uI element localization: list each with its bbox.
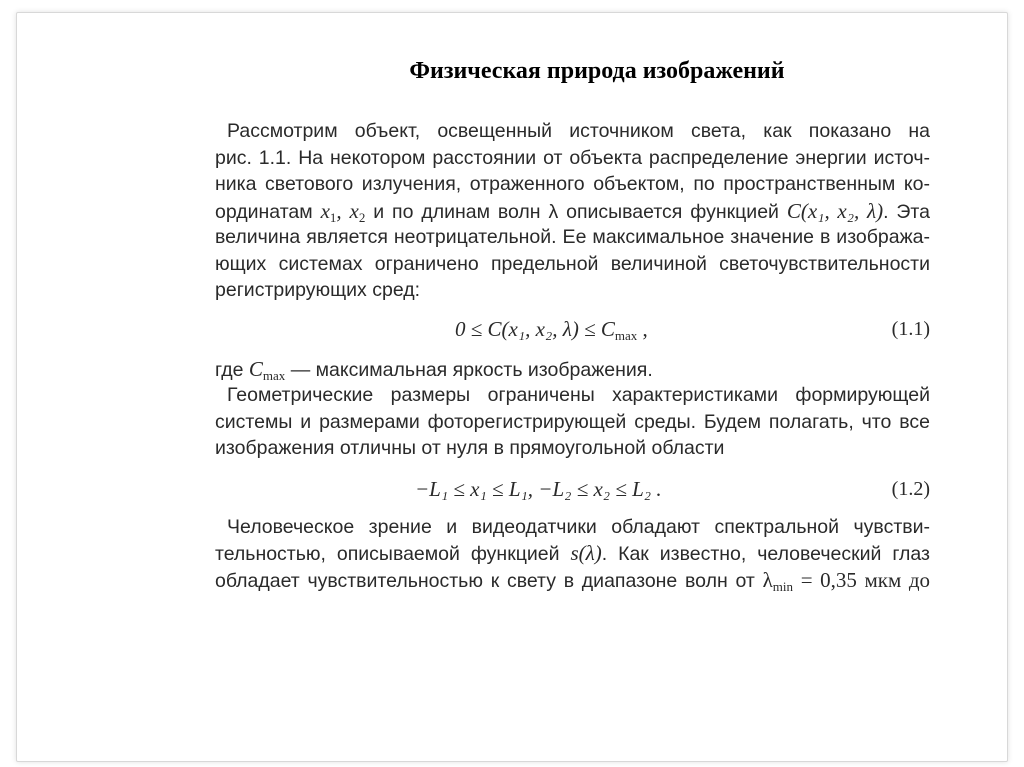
symbol-cmax: $C_{max}$ [248, 356, 286, 383]
text-line: ника светового излучения, отраженного объектом, по пространственным ко- [215, 173, 930, 195]
symbol-lambda-min: $\lambda_{min}$ [762, 567, 793, 594]
equation-1-1 [215, 304, 930, 356]
equation-1-2 [215, 462, 930, 514]
function-c: C(x₁, x₂, λ) [786, 198, 884, 223]
text-line: Рассмотрим объект, освещенный источником света, как показано на [227, 120, 930, 142]
text-line: Человеческое зрение и видеодатчики обладают спектральной чувстви- [227, 515, 930, 538]
text-line: изображения отличны от нуля в прямоугольной области [215, 437, 725, 459]
text-line: Геометрические размеры ограничены характеристиками формирующей [227, 384, 930, 406]
variable-x1: $x_1$, [320, 198, 342, 225]
equation-body: −L₁ ≤ x₁ ≤ L₁, −L₂ ≤ x₂ ≤ L₂ . [415, 476, 662, 501]
text-line [215, 198, 930, 225]
equation-body: 0 ≤ C(x₁, x₂, $\lambda) \le C_{max}$ , [455, 316, 648, 343]
text-line: тельностью, описываемой функцией s(λ). Как известно, человеческий глаз [215, 541, 930, 565]
text-line: ющих системах ограничено предельной величиной светочувствительности [215, 252, 930, 275]
text-fragment: и по длинам волн λ описывается функцией [373, 200, 779, 223]
text-fragment: . Эта [883, 200, 930, 223]
text-line: где $C_{max}$ — максимальная яркость изображения. [215, 356, 653, 383]
text-fragment: ординатам [215, 200, 313, 223]
equation-number: (1.2) [891, 477, 930, 500]
text-line: величина является неотрицательной. Ее максимальное значение в изобража- [215, 226, 930, 248]
text-line: регистрирующих сред: [215, 279, 421, 301]
function-s: s(λ) [570, 541, 602, 565]
text-line: рис. 1.1. На некотором расстоянии от объекта распределение энергии источ- [215, 146, 930, 169]
text-line: системы и размерами фоторегистрирующей среды. Будем полагать, что все [215, 410, 930, 433]
text-line: обладает чувствительностью к свету в диапазоне волн от $\lambda_{min} = 0,35$ мкм до [215, 567, 931, 594]
slide-title: Физическая природа изображений [409, 58, 785, 84]
variable-x2: $x_2$ [349, 198, 366, 225]
scanned-page-text [215, 118, 930, 593]
equation-number: (1.1) [891, 317, 930, 340]
